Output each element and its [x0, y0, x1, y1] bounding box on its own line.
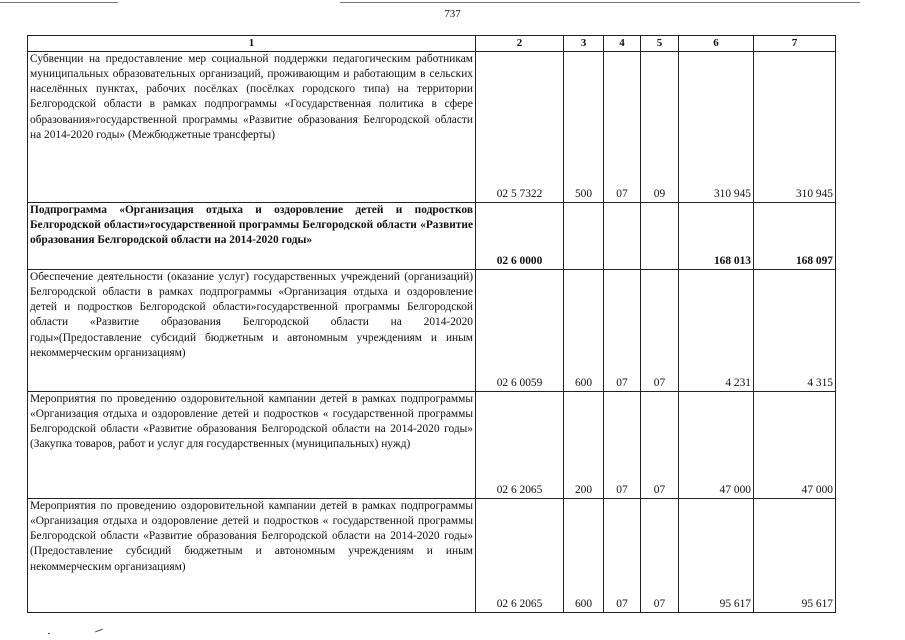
table-row: [28, 52, 836, 203]
scan-mark: [48, 633, 50, 634]
subsection-code: 07: [641, 499, 679, 613]
column-number-row: [28, 36, 836, 52]
column-header: 7: [754, 36, 836, 52]
scan-mark: [95, 629, 103, 633]
section-code: [604, 203, 641, 270]
amount-col-7: 47 000: [754, 392, 836, 499]
expense-type: [564, 203, 604, 270]
table-row: [28, 392, 836, 499]
amount-col-6: 4 231: [679, 270, 754, 392]
subsection-code: 09: [641, 52, 679, 203]
row-description: Мероприятия по проведению оздоровительной кампании детей в рамках подпрограммы «Организация отдыха и оздоровление детей и подростков « государственной программы Белгородской области «Развитие образования Белгородской области на 2014-2020 годы» (Закупка товаров, работ и услуг для государственных (муниципальных) нужд): [28, 392, 476, 499]
target-code: 02 6 2065: [476, 499, 564, 613]
column-header: 2: [476, 36, 564, 52]
amount-col-7: 95 617: [754, 499, 836, 613]
scan-top-line-left: [0, 2, 118, 3]
expense-type: 600: [564, 270, 604, 392]
table-row: [28, 270, 836, 392]
section-code: 07: [604, 392, 641, 499]
table-row: [28, 499, 836, 613]
row-description: Обеспечение деятельности (оказание услуг) государственных учреждений (организаций) Белгородской области в рамках подпрограммы «Организация отдыха и оздоровление детей и подростков Белгородской области»государственной программы Белгородской области «Развитие образования Белгородской области на 2014-2020 годы»(Предоставление субсидий бюджетным и автономным учреждениям и иным некоммерческим организациям): [28, 270, 476, 392]
amount-col-6: 168 013: [679, 203, 754, 270]
target-code: 02 6 2065: [476, 392, 564, 499]
section-code: 07: [604, 499, 641, 613]
column-header: 1: [28, 36, 476, 52]
row-description: Подпрограмма «Организация отдыха и оздоровление детей и подростков Белгородской области»государственной программы Белгородской области «Развитие образования Белгородской области на 2014-2020 годы»: [28, 203, 476, 270]
subsection-code: 07: [641, 392, 679, 499]
column-header: 4: [604, 36, 641, 52]
target-code: 02 6 0059: [476, 270, 564, 392]
column-header: 5: [641, 36, 679, 52]
scan-top-line-right: [340, 2, 860, 3]
target-code: 02 5 7322: [476, 52, 564, 203]
row-description: Субвенции на предоставление мер социальной поддержки педагогическим работникам муниципальных образовательных организаций, проживающим и работающим в сельских населённых пунктах, рабочих посёлках (посёлках городского типа) на территории Белгородской области в рамках подпрограммы «Государственная политика в сфере образования»государственной программы «Развитие образования Белгородской области на 2014-2020 годы» (Межбюджетные трансферты): [28, 52, 476, 203]
expense-type: 600: [564, 499, 604, 613]
page-number: 737: [444, 8, 461, 20]
section-code: 07: [604, 52, 641, 203]
amount-col-6: 310 945: [679, 52, 754, 203]
table-row: [28, 203, 836, 270]
amount-col-7: 4 315: [754, 270, 836, 392]
row-description: Мероприятия по проведению оздоровительной кампании детей в рамках подпрограммы «Организация отдыха и оздоровление детей и подростков « государственной программы Белгородской области «Развитие образования Белгородской области на 2014-2020 годы» (Предоставление субсидий бюджетным и автономным учреждениям и иным некоммерческим организациям): [28, 499, 476, 613]
budget-table: [27, 35, 836, 613]
expense-type: 200: [564, 392, 604, 499]
expense-type: 500: [564, 52, 604, 203]
subsection-code: 07: [641, 270, 679, 392]
target-code: 02 6 0000: [476, 203, 564, 270]
amount-col-7: 310 945: [754, 52, 836, 203]
subsection-code: [641, 203, 679, 270]
amount-col-6: 47 000: [679, 392, 754, 499]
column-header: 3: [564, 36, 604, 52]
amount-col-6: 95 617: [679, 499, 754, 613]
section-code: 07: [604, 270, 641, 392]
amount-col-7: 168 097: [754, 203, 836, 270]
column-header: 6: [679, 36, 754, 52]
